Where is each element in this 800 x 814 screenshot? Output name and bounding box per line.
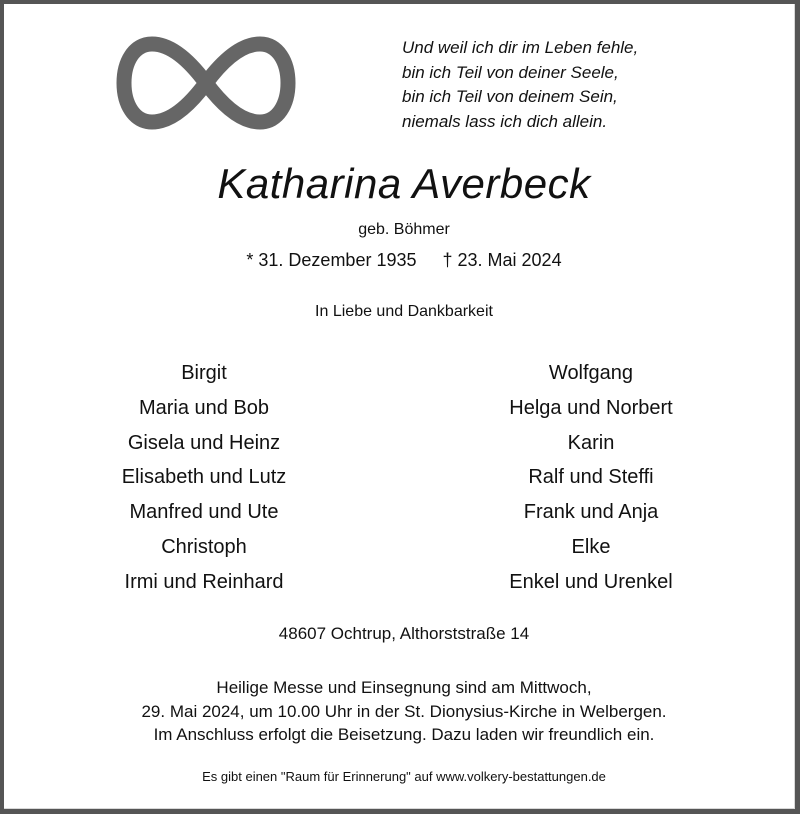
maiden-name: geb. Böhmer [358, 221, 450, 238]
mourner: Enkel und Urenkel [509, 570, 673, 593]
mourner: Helga und Norbert [509, 396, 673, 419]
poem-line: bin ich Teil von deiner Seele, [402, 62, 619, 82]
mourner: Gisela und Heinz [127, 431, 281, 454]
mourner: Elisabeth und Lutz [121, 466, 287, 489]
mourner: Karin [567, 431, 615, 454]
poem-line: niemals lass ich dich allein. [402, 111, 608, 131]
deceased-name: Katharina Averbeck [217, 160, 591, 207]
service-line: 29. Mai 2024, um 10.00 Uhr in der St. Dionysius-Kirche in Welbergen. [141, 701, 667, 721]
life-dates [4, 250, 800, 271]
address: 48607 Ochtrup, Althorststraße 14 [278, 624, 530, 643]
mourner: Maria und Bob [138, 396, 270, 419]
mourner: Ralf und Steffi [528, 466, 654, 489]
mourners-right-column [441, 356, 741, 600]
mourner: Christoph [161, 535, 247, 558]
mourners-left-column [54, 356, 354, 600]
mourner: Wolfgang [548, 362, 634, 384]
death-date: † 23. Mai 2024 [442, 250, 562, 270]
obituary-card [4, 4, 795, 809]
dedication: In Liebe und Dankbarkeit [315, 303, 493, 320]
mourner: Birgit [181, 362, 227, 384]
poem [402, 36, 638, 134]
infinity-icon [116, 34, 296, 132]
service-line: Im Anschluss erfolgt die Beisetzung. Dazu laden wir freundlich ein. [153, 725, 655, 744]
poem-line: bin ich Teil von deinem Sein, [402, 87, 618, 106]
poem-line: Und weil ich dir im Leben fehle, [402, 38, 639, 57]
service-info [4, 676, 800, 747]
mourner: Manfred und Ute [129, 501, 279, 524]
mourner: Irmi und Reinhard [124, 570, 284, 593]
mourner: Elke [571, 535, 611, 558]
birth-date: * 31. Dezember 1935 [246, 250, 417, 270]
service-line: Heilige Messe und Einsegnung sind am Mittwoch, [216, 678, 592, 697]
mourner: Frank und Anja [523, 501, 659, 524]
memorial-website-note: Es gibt einen "Raum für Erinnerung" auf www.volkery-bestattungen.de [202, 769, 606, 784]
